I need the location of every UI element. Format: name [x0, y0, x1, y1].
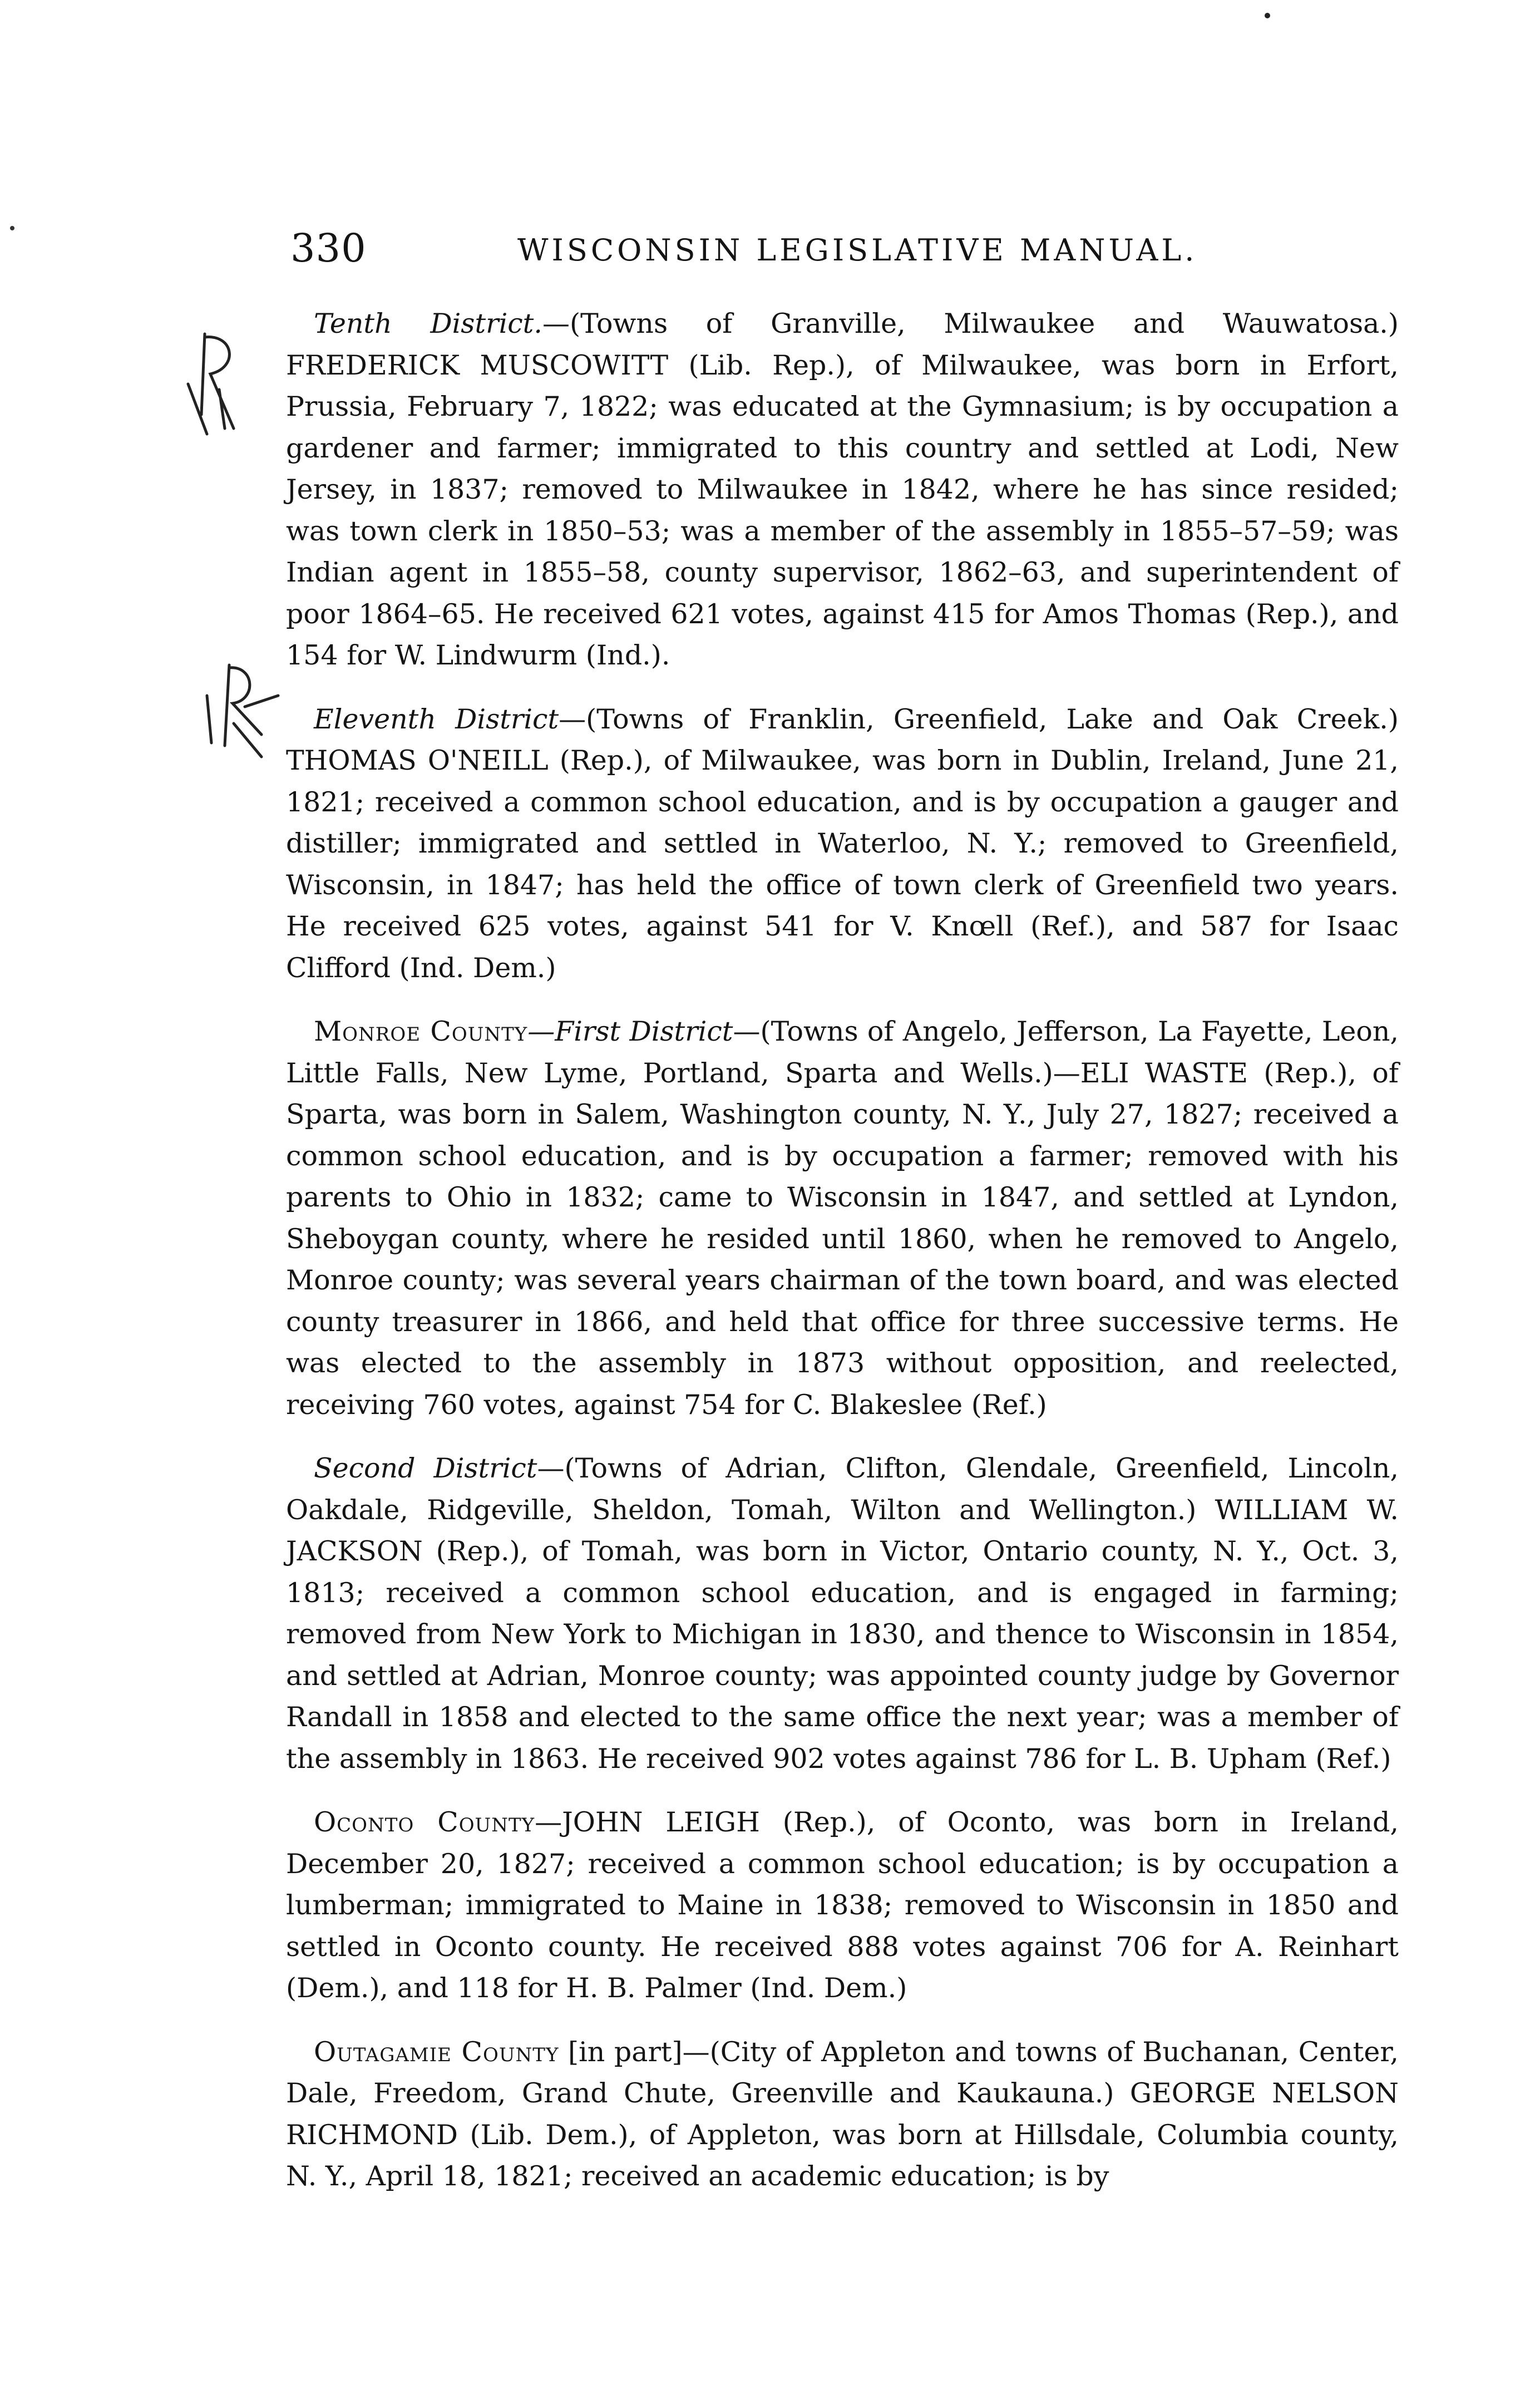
paragraph-monroe-second: [286, 1448, 1399, 1780]
body-text: [286, 303, 1399, 2198]
district-heading: Second District: [314, 1452, 537, 1484]
stray-dot: [10, 226, 14, 230]
paragraph-body: —(Towns of Angelo, Jefferson, La Fayette, Leon, Little Falls, New Lyme, Portland, Sparta and Wells.)—ELI WASTE (Rep.), of Sparta, was born in Salem, Washington county, N. Y., July 27, 1827; received a common school education, and is by occupation a farmer; removed with his parents to Ohio in 1832; came to Wisconsin in 1847, and settled at Lyndon, Sheboygan county, where he resided until 1860, when he removed to Angelo, Monroe county; was several years chairman of the town board, and was elected county treasurer in 1866, and held that office for three successive terms. He was elected to the assembly in 1873 without opposition, and reelected, receiving 760 votes, against 754 for C. Blakeslee (Ref.): [286, 1016, 1399, 1421]
paragraph-oconto: [286, 1802, 1399, 2009]
paragraph-tenth-district: [286, 303, 1399, 677]
district-heading: Eleventh District: [314, 703, 559, 735]
running-title: WISCONSIN LEGISLATIVE MANUAL.: [517, 233, 1198, 268]
paragraph-body: —(Towns of Adrian, Clifton, Glendale, Greenfield, Lincoln, Oakdale, Ridgeville, Sheldon, Tomah, Wilton and Wellington.) WILLIAM W. JACKSON (Rep.), of Tomah, was born in Victor, Ontario county, N. Y., Oct. 3, 1813; received a common school education, and is engaged in farming; removed from New York to Michigan in 1830, and thence to Wisconsin in 1854, and settled at Adrian, Monroe county; was appointed county judge by Governor Randall in 1858 and elected to the same office the next year; was a member of the assembly in 1863. He received 902 votes against 786 for L. B. Upham (Ref.): [286, 1452, 1399, 1775]
page-number: 330: [290, 225, 367, 271]
handwritten-mark-2: [207, 665, 278, 757]
stray-dot: [1265, 13, 1270, 18]
paragraph-body: [in part]—(City of Appleton and towns of Buchanan, Center, Dale, Freedom, Grand Chute, Greenville and Kaukauna.) GEORGE NELSON RICHMOND (Lib. Dem.), of Appleton, was born at Hillsdale, Columbia county, N. Y., April 18, 1821; received an academic education; is by: [286, 2036, 1399, 2192]
paragraph-outagamie: [286, 2032, 1399, 2198]
district-heading: Tenth District.: [314, 308, 542, 339]
county-heading: Outagamie County: [314, 2036, 559, 2068]
county-heading: Oconto County: [314, 1806, 535, 1838]
paragraph-monroe-first: [286, 1011, 1399, 1426]
county-heading: Monroe County: [314, 1016, 528, 1047]
paragraph-body: —(Towns of Franklin, Greenfield, Lake and Oak Creek.) THOMAS O'NEILL (Rep.), of Milwaukee, was born in Dublin, Ireland, June 21, 1821; received a common school education, and is by occupation a gauger and distiller; immigrated and settled in Waterloo, N. Y.; removed to Greenfield, Wisconsin, in 1847; has held the office of town clerk of Greenfield two years. He received 625 votes, against 541 for V. Knœll (Ref.), and 587 for Isaac Clifford (Ind. Dem.): [286, 703, 1399, 984]
paragraph-body: —(Towns of Granville, Milwaukee and Wauwatosa.) FREDERICK MUSCOWITT (Lib. Rep.), of Milwaukee, was born in Erfort, Prussia, February 7, 1822; was educated at the Gymnasium; is by occupation a gardener and farmer; immigrated to this country and settled at Lodi, New Jersey, in 1837; removed to Milwaukee in 1842, where he has since resided; was town clerk in 1850–53; was a member of the assembly in 1855–57–59; was Indian agent in 1855–58, county supervisor, 1862–63, and superintendent of poor 1864–65. He received 621 votes, against 415 for Amos Thomas (Rep.), and 154 for W. Lindwurm (Ind.).: [286, 308, 1399, 671]
paragraph-eleventh-district: [286, 699, 1399, 989]
district-heading: —First District: [527, 1016, 733, 1047]
paragraph-body: —JOHN LEIGH (Rep.), of Oconto, was born in Ireland, December 20, 1827; received a common school education; is by occupation a lumberman; immigrated to Maine in 1838; removed to Wisconsin in 1850 and settled in Oconto county. He received 888 votes against 706 for A. Reinhart (Dem.), and 118 for H. B. Palmer (Ind. Dem.): [286, 1806, 1399, 2004]
handwritten-mark-1: [188, 334, 234, 434]
